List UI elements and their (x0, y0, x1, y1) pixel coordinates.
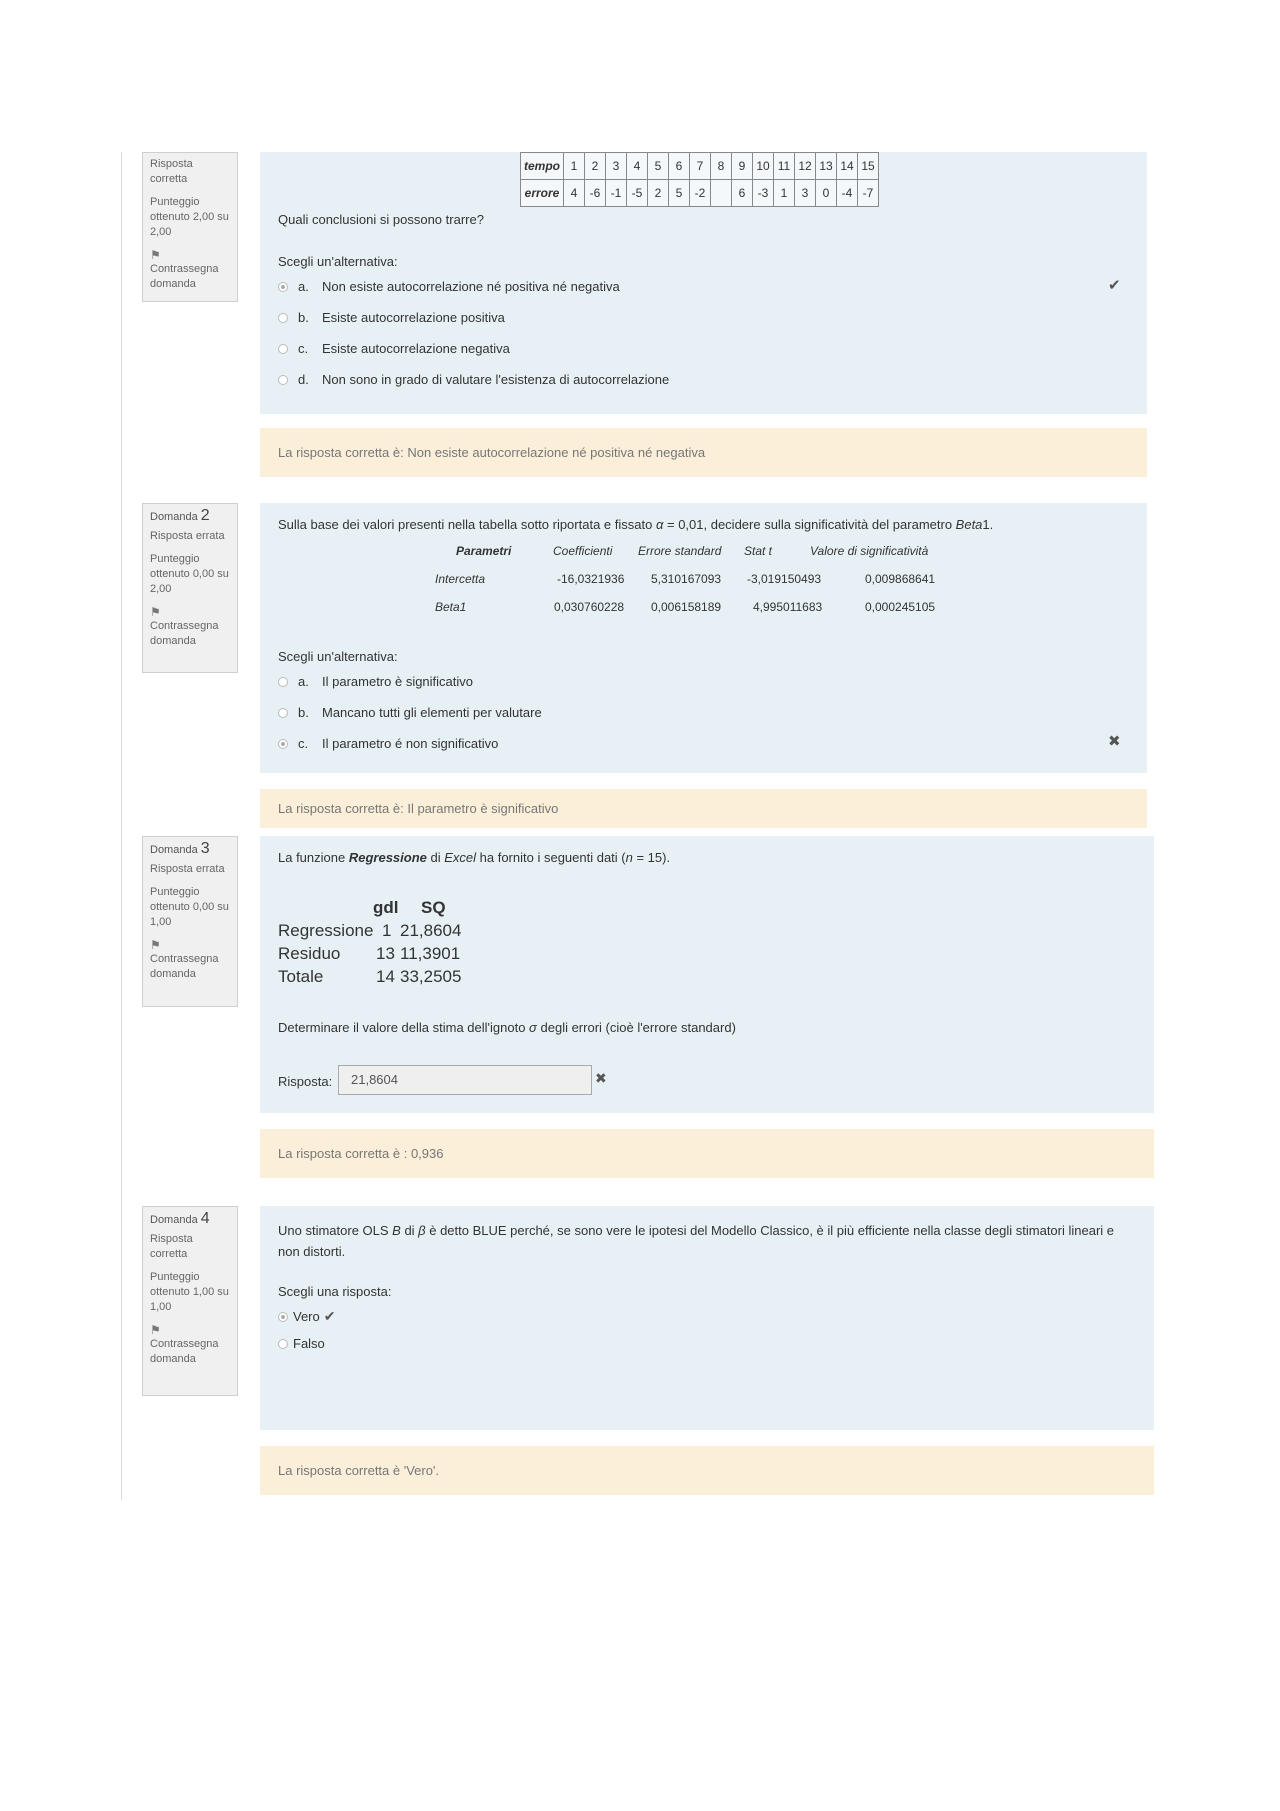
q3-reg-gdl-2: 14 (376, 967, 395, 986)
q3-number: Domanda 3 (150, 840, 210, 857)
q1-flag-label[interactable]: Contrassegna domanda (150, 263, 219, 290)
q3-reg-sq-2: 33,2505 (400, 967, 462, 986)
q4-option-falso[interactable] (278, 1336, 325, 1351)
q1-errore-cell: 2 (648, 180, 669, 207)
q4-radio-falso[interactable] (278, 1339, 288, 1349)
q1-tempo-cell: 2 (585, 153, 606, 180)
q1-option-b-letter: b. (298, 310, 309, 325)
q1-data-table (520, 152, 879, 207)
q1-tempo-cell: 12 (795, 153, 816, 180)
q2-info-panel (142, 503, 238, 673)
q2-cell-0-2: 5,310167093 (651, 572, 722, 586)
q1-tempo-cell: 4 (627, 153, 648, 180)
q4-points: Punteggio ottenuto 1,00 su 1,00 (150, 1271, 229, 1313)
q1-option-d-letter: d. (298, 372, 309, 387)
q1-option-d-text: Non sono in grado di valutare l'esistenza di autocorrelazione (322, 372, 670, 387)
q3-info-panel (142, 836, 238, 1007)
q1-tempo-cell: 1 (564, 153, 585, 180)
q1-errore-cell: 4 (564, 180, 585, 207)
q4-option-falso-text: Falso (293, 1336, 325, 1351)
q4-status: Risposta corretta (150, 1233, 193, 1260)
q2-status: Risposta errata (150, 530, 225, 542)
q1-tempo-cell: 9 (732, 153, 753, 180)
q4-feedback: La risposta corretta è 'Vero'. (260, 1446, 1154, 1495)
q2-flag-label[interactable]: Contrassegna domanda (150, 620, 219, 647)
q1-errore-cell: -4 (837, 180, 858, 207)
q1-option-b[interactable] (278, 310, 505, 325)
q3-reg-h2: SQ (421, 898, 446, 917)
q2-points: Punteggio ottenuto 0,00 su 2,00 (150, 553, 229, 595)
q4-question: Uno stimatore OLS B di β è detto BLUE perché, se sono vere le ipotesi del Modello Classico, è il più efficiente nella classe degli stimatori lineari e non distorti. (278, 1223, 1115, 1259)
q1-errore-cell: 6 (732, 180, 753, 207)
q1-tempo-cell: 13 (816, 153, 837, 180)
q1-flag-icon[interactable]: ⚑ (150, 248, 161, 262)
q4-flag-icon[interactable]: ⚑ (150, 1323, 161, 1337)
q3-flag-label[interactable]: Contrassegna domanda (150, 953, 219, 980)
q3-reg-sq-1: 11,3901 (400, 944, 461, 963)
q2-cell-1-1: 0,030760228 (554, 600, 625, 614)
q2-cell-1-2: 0,006158189 (651, 600, 722, 614)
q1-tempo-cell: 11 (774, 153, 795, 180)
q2-flag-icon[interactable]: ⚑ (150, 605, 161, 619)
q4-radio-vero[interactable] (278, 1312, 288, 1322)
q4-option-vero-text: Vero (293, 1309, 320, 1324)
q1-tempo-cell: 14 (837, 153, 858, 180)
q2-radio-b[interactable] (278, 708, 288, 718)
q2-cross-icon: ✖ (1108, 733, 1121, 750)
q3-question-2: Determinare il valore della stima dell'ignoto σ degli errori (cioè l'errore standard) (278, 1020, 736, 1035)
q1-info-panel (142, 152, 238, 302)
q2-option-c[interactable] (278, 736, 498, 751)
q1-radio-c[interactable] (278, 344, 288, 354)
left-divider (121, 152, 122, 1500)
q3-reg-label-1: Residuo (278, 944, 341, 963)
q2-th-4: Valore di significatività (810, 544, 929, 558)
q2-option-b-letter: b. (298, 705, 309, 720)
q1-errore-cell: -3 (753, 180, 774, 207)
q2-prompt: Scegli un'alternativa: (278, 649, 398, 664)
q2-question: Sulla base dei valori presenti nella tabella sotto riportata e fissato α = 0,01, decidere sulla significatività del parametro Beta1. (278, 517, 994, 532)
q4-check-icon: ✔ (323, 1308, 336, 1324)
q3-reg-gdl-1: 13 (376, 944, 395, 963)
q1-row2-label: errore (521, 180, 564, 207)
q2-cell-0-4: 0,009868641 (865, 572, 936, 586)
q3-flag-icon[interactable]: ⚑ (150, 938, 161, 952)
q3-answer-input[interactable]: 21,8604 (338, 1065, 592, 1095)
q2-option-a-text: Il parametro è significativo (322, 674, 474, 689)
q1-option-a-text: Non esiste autocorrelazione né positiva né negativa (322, 279, 620, 294)
q3-reg-h1: gdl (373, 898, 399, 917)
q3-question: La funzione Regressione di Excel ha fornito i seguenti dati (n = 15). (278, 850, 671, 865)
q1-tempo-cell: 6 (669, 153, 690, 180)
q1-row1-label: tempo (521, 153, 564, 180)
q1-errore-cell: -5 (627, 180, 648, 207)
q3-reg-label-0: Regressione (278, 921, 374, 940)
q1-option-c-text: Esiste autocorrelazione negativa (322, 341, 510, 356)
q1-card (260, 152, 1147, 414)
q1-tempo-cell: 7 (690, 153, 711, 180)
q2-number: Domanda 2 (150, 507, 210, 524)
q3-cross-icon: ✖ (595, 1070, 607, 1086)
q2-th-0: Parametri (456, 544, 512, 558)
q2-th-2: Errore standard (638, 544, 722, 558)
q2-option-b[interactable] (278, 705, 542, 720)
q1-option-c[interactable] (278, 341, 510, 356)
q1-option-b-text: Esiste autocorrelazione positiva (322, 310, 505, 325)
q2-card (260, 503, 1147, 773)
q3-reg-sq-0: 21,8604 (400, 921, 462, 940)
q4-info-panel (142, 1206, 238, 1396)
q3-feedback: La risposta corretta è : 0,936 (260, 1129, 1154, 1178)
q1-option-d[interactable] (278, 372, 669, 387)
q3-points: Punteggio ottenuto 0,00 su 1,00 (150, 886, 229, 928)
q1-errore-cell: 1 (774, 180, 795, 207)
q1-tempo-cell: 15 (858, 153, 879, 180)
q1-status: Risposta corretta (150, 158, 193, 185)
q2-feedback: La risposta corretta è: Il parametro è significativo (260, 789, 1147, 828)
q2-option-b-text: Mancano tutti gli elementi per valutare (322, 705, 542, 720)
q2-radio-a[interactable] (278, 677, 288, 687)
q1-errore-cell: 5 (669, 180, 690, 207)
q1-points: Punteggio ottenuto 2,00 su 2,00 (150, 196, 229, 238)
q1-option-c-letter: c. (298, 341, 309, 356)
q1-errore-cell: -1 (606, 180, 627, 207)
q1-radio-d[interactable] (278, 375, 288, 385)
q1-errore-cell (711, 180, 732, 207)
q1-feedback: La risposta corretta è: Non esiste autocorrelazione né positiva né negativa (260, 428, 1147, 477)
q2-option-a-letter: a. (298, 674, 309, 689)
q2-radio-c[interactable] (278, 739, 288, 749)
q2-cell-1-3: 4,995011683 (753, 600, 823, 614)
q1-radio-b[interactable] (278, 313, 288, 323)
q2-th-1: Coefficienti (553, 544, 613, 558)
q1-tempo-cell: 8 (711, 153, 732, 180)
q1-option-a[interactable] (278, 279, 620, 294)
q2-cell-0-0: Intercetta (435, 572, 486, 586)
q1-prompt: Scegli un'alternativa: (278, 254, 398, 269)
q1-errore-cell: -2 (690, 180, 711, 207)
q3-reg-gdl-0: 1 (382, 921, 392, 940)
q3-reg-label-2: Totale (278, 967, 324, 986)
q1-errore-cell: 3 (795, 180, 816, 207)
q1-errore-cell: -6 (585, 180, 606, 207)
q1-tempo-cell: 10 (753, 153, 774, 180)
q3-card (260, 836, 1154, 1113)
q4-card (260, 1206, 1154, 1430)
q1-check-icon: ✔ (1108, 277, 1121, 294)
q1-errore-cell: 0 (816, 180, 837, 207)
q2-cell-0-3: -3,019150493 (747, 572, 822, 586)
q2-option-c-text: Il parametro é non significativo (322, 736, 499, 751)
q2-cell-1-4: 0,000245105 (865, 600, 936, 614)
q3-status: Risposta errata (150, 863, 225, 875)
q2-cell-0-1: -16,0321936 (557, 572, 625, 586)
q4-flag-label[interactable]: Contrassegna domanda (150, 1338, 219, 1365)
q1-option-a-letter: a. (298, 279, 309, 294)
q4-prompt: Scegli una risposta: (278, 1284, 392, 1299)
q4-option-vero[interactable] (278, 1308, 335, 1325)
q1-errore-cell: -7 (858, 180, 879, 207)
q1-tempo-cell: 3 (606, 153, 627, 180)
q1-question: Quali conclusioni si possono trarre? (278, 212, 484, 227)
q1-tempo-cell: 5 (648, 153, 669, 180)
q2-th-3: Stat t (744, 544, 773, 558)
q4-number: Domanda 4 (150, 1210, 210, 1227)
q3-regression-table (278, 896, 478, 988)
q2-option-a[interactable] (278, 674, 473, 689)
q1-radio-a[interactable] (278, 282, 288, 292)
q3-answer-label: Risposta: (278, 1074, 333, 1089)
q2-option-c-letter: c. (298, 736, 309, 751)
q2-cell-1-0: Beta1 (435, 600, 467, 614)
